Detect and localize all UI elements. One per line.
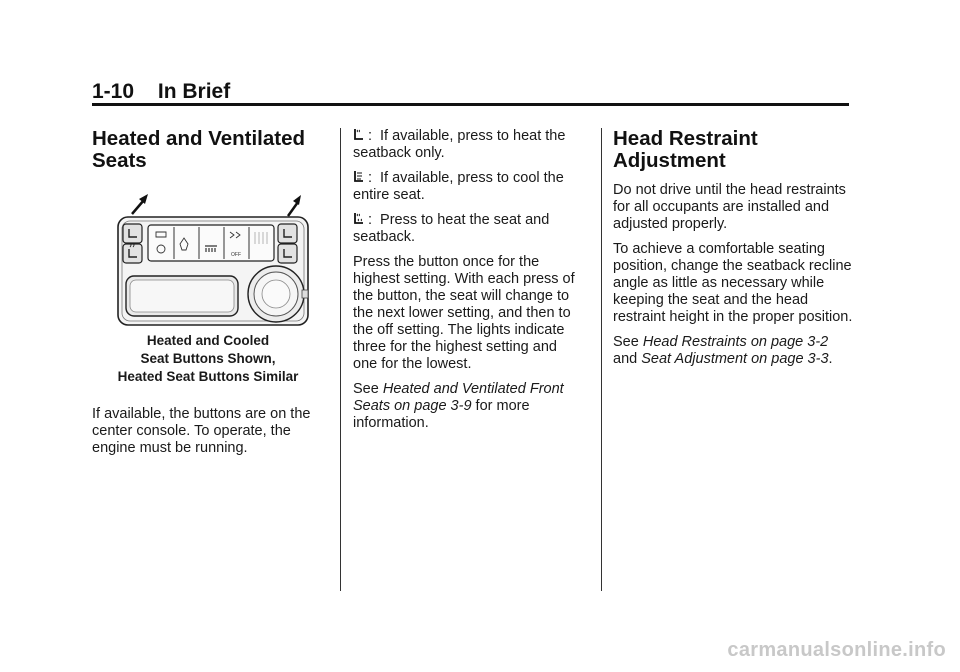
see-link-heated-ventilated[interactable]: Heated and Ventilated Front Seats on page 3-9: [353, 381, 564, 414]
see-link-seat-adjustment[interactable]: Seat Adjustment on page 3-3: [641, 351, 829, 367]
caption-line-1: Heated and Cooled: [146, 333, 270, 348]
item1-colon: :: [368, 128, 373, 144]
left-heated-seat-button[interactable]: [123, 244, 142, 263]
item1-text: If available, press to heat the seatback only.: [353, 128, 566, 161]
caption-line-3: Heated Seat Buttons Similar: [117, 369, 299, 384]
column-divider-left: [340, 128, 341, 591]
item2-text: If available, press to cool the entire seat.: [353, 170, 564, 203]
see-suffix: for more information.: [353, 398, 530, 431]
page-header: [92, 80, 230, 104]
see-prefix: See: [353, 381, 383, 397]
item2-colon: :: [368, 170, 373, 186]
see-prefix-3: See: [613, 334, 643, 350]
head-restraint-see-also: [613, 334, 853, 368]
heading-head-restraint: Head Restraint Adjustment: [613, 127, 758, 172]
ventilated-seat-icon: [353, 170, 365, 184]
heated-seatback-icon: [353, 128, 365, 142]
heated-seat-icon: [353, 212, 365, 226]
left-ventilated-seat-button[interactable]: [123, 224, 142, 243]
see-also-paragraph: [353, 381, 585, 432]
seat-buttons-illustration: [92, 186, 324, 326]
right-ventilated-seat-button[interactable]: [278, 224, 297, 243]
page-number: 1-10: [92, 80, 135, 103]
item3-text: Press to heat the seat and seatback.: [353, 212, 550, 245]
seating-position-paragraph: To achieve a comfortable seating position, change the seatback recline angle as little as necessary while keeping the seat and the head restraint height in the proper position.: [613, 241, 853, 325]
ventilated-seat-item: [353, 170, 585, 204]
caption-line-2: Seat Buttons Shown,: [140, 351, 276, 366]
console-drawing: [92, 186, 324, 326]
figure-caption: [92, 332, 324, 386]
left-pointer-arrow-icon: [132, 194, 148, 214]
settings-paragraph: Press the button once for the highest setting. With each press of the button, the seat will change to the next lower setting, and then to the off setting. The lights indicate three for the highest setting and one for the lowest.: [353, 254, 575, 372]
heated-seat-item: [353, 212, 585, 246]
column-divider-right: [601, 128, 602, 591]
right-heated-seat-button[interactable]: [278, 244, 297, 263]
heading-heated-ventilated-seats: Heated and Ventilated Seats: [92, 127, 306, 172]
item3-colon: :: [368, 212, 373, 228]
watermark: carmanualsonline.info: [727, 639, 946, 661]
off-label: OFF: [231, 252, 241, 258]
header-rule: [92, 103, 849, 106]
section-title: In Brief: [157, 80, 231, 103]
column-heated-seats: [92, 128, 324, 465]
see-link-head-restraints[interactable]: Head Restraints on page 3-2: [642, 334, 829, 350]
see-mid: and: [613, 351, 642, 367]
head-restraint-warning-paragraph: Do not drive until the head restraints for all occupants are installed and adjusted properly.: [613, 182, 846, 232]
column-head-restraint: [613, 128, 853, 376]
column-seat-buttons: [353, 128, 585, 440]
console-location-paragraph: If available, the buttons are on the center console. To operate, the engine must be running.: [92, 406, 311, 456]
heated-seatback-item: [353, 128, 585, 162]
right-pointer-arrow-icon: [288, 195, 301, 216]
see-end: .: [828, 351, 833, 367]
